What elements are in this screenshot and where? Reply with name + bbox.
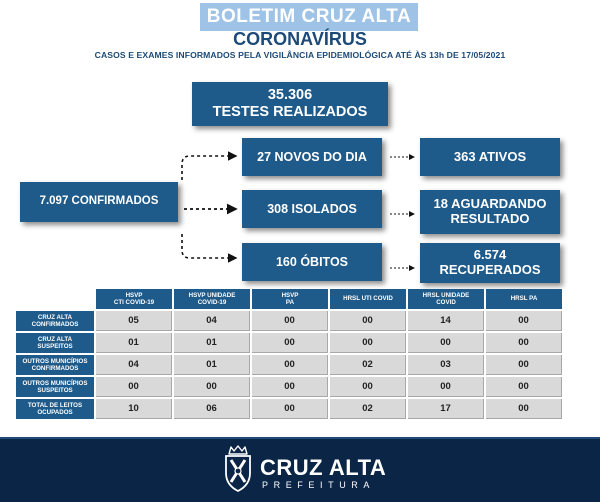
table-cell: 10: [96, 399, 172, 419]
table-row: [16, 333, 562, 353]
table-cell: 00: [486, 377, 562, 397]
tests-label: TESTES REALIZADOS: [212, 104, 368, 120]
table-row: [16, 377, 562, 397]
column-header: HSVP UNIDADE COVID-19: [174, 289, 250, 309]
table-cell: 00: [408, 333, 484, 353]
row-label: OUTROS MUNICÍPIOS SUSPEITOS: [16, 377, 94, 397]
table-cell: 00: [252, 333, 328, 353]
new-cases-label: 27 NOVOS DO DIA: [257, 149, 367, 164]
table-cell: 02: [330, 355, 406, 375]
table-cell: 00: [252, 355, 328, 375]
beds-table: [14, 287, 564, 421]
tests-value: 35.306: [267, 87, 313, 104]
table-header-row: [16, 289, 562, 309]
page-subtitle: CASOS E EXAMES INFORMADOS PELA VIGILÂNCIA EPIDEMIOLÓGICA ATÉ ÀS 13h DE 17/05/2021: [94, 50, 506, 60]
column-header: HSVP CTI COVID-19: [96, 289, 172, 309]
new-cases-box: [242, 138, 382, 176]
recovered-value: 6.574: [473, 247, 507, 263]
isolated-label: 308 ISOLADOS: [267, 201, 357, 216]
footer-brand-sub: PREFEITURA: [262, 480, 376, 490]
table-cell: 00: [330, 377, 406, 397]
table-cell: 06: [174, 399, 250, 419]
table-cell: 00: [408, 377, 484, 397]
page-title: CORONAVÍRUS: [233, 29, 367, 49]
arrow-to-deaths: [182, 234, 236, 258]
active-box: [420, 138, 560, 176]
table-row: [16, 355, 562, 375]
table-cell: 04: [174, 311, 250, 331]
table-cell: 01: [174, 333, 250, 353]
recovered-label: RECUPERADOS: [439, 262, 541, 277]
table-cell: 00: [486, 355, 562, 375]
table-cell: 00: [96, 377, 172, 397]
table-cell: 01: [174, 355, 250, 375]
active-label: 363 ATIVOS: [453, 148, 527, 164]
table-cell: 03: [408, 355, 484, 375]
table-cell: 00: [252, 377, 328, 397]
city-crest-icon: [222, 445, 254, 493]
column-header: HRSL UTI COVID: [330, 289, 406, 309]
table-cell: 00: [174, 377, 250, 397]
table-cell: 01: [96, 333, 172, 353]
recovered-box: [420, 243, 560, 283]
awaiting-line2: RESULTADO: [450, 211, 530, 226]
table-cell: 04: [96, 355, 172, 375]
deaths-label: 160 ÓBITOS: [275, 254, 349, 269]
table-corner: [16, 289, 94, 309]
column-header: HRSL UNIDADE COVID: [408, 289, 484, 309]
row-label: OUTROS MUNICÍPIOS CONFIRMADOS: [16, 355, 94, 375]
column-header: HSVP PA: [252, 289, 328, 309]
deaths-box: [242, 243, 382, 281]
row-label: TOTAL DE LEITOS OCUPADOS: [16, 399, 94, 419]
row-label: CRUZ ALTA SUSPEITOS: [16, 333, 94, 353]
table-cell: 14: [408, 311, 484, 331]
table-cell: 00: [252, 311, 328, 331]
isolated-box: [242, 190, 382, 228]
table-cell: 00: [486, 333, 562, 353]
bulletin-banner: BOLETIM CRUZ ALTA: [200, 3, 418, 31]
confirmed-label: 7.097 CONFIRMADOS: [39, 195, 159, 208]
table-cell: 00: [486, 311, 562, 331]
table-cell: 05: [96, 311, 172, 331]
table-cell: 00: [330, 333, 406, 353]
table-row: [16, 399, 562, 419]
awaiting-line1: 18 AGUARDANDO: [433, 196, 547, 212]
table-row: [16, 311, 562, 331]
column-header: HRSL PA: [486, 289, 562, 309]
table-cell: 00: [486, 399, 562, 419]
arrow-to-new-cases: [182, 156, 236, 180]
footer-stripe: [0, 437, 600, 439]
table-cell: 00: [252, 399, 328, 419]
row-label: CRUZ ALTA CONFIRMADOS: [16, 311, 94, 331]
table-cell: 00: [330, 311, 406, 331]
awaiting-box: [420, 190, 560, 234]
table-cell: 17: [408, 399, 484, 419]
footer-brand: CRUZ ALTA: [260, 455, 387, 480]
table-cell: 02: [330, 399, 406, 419]
